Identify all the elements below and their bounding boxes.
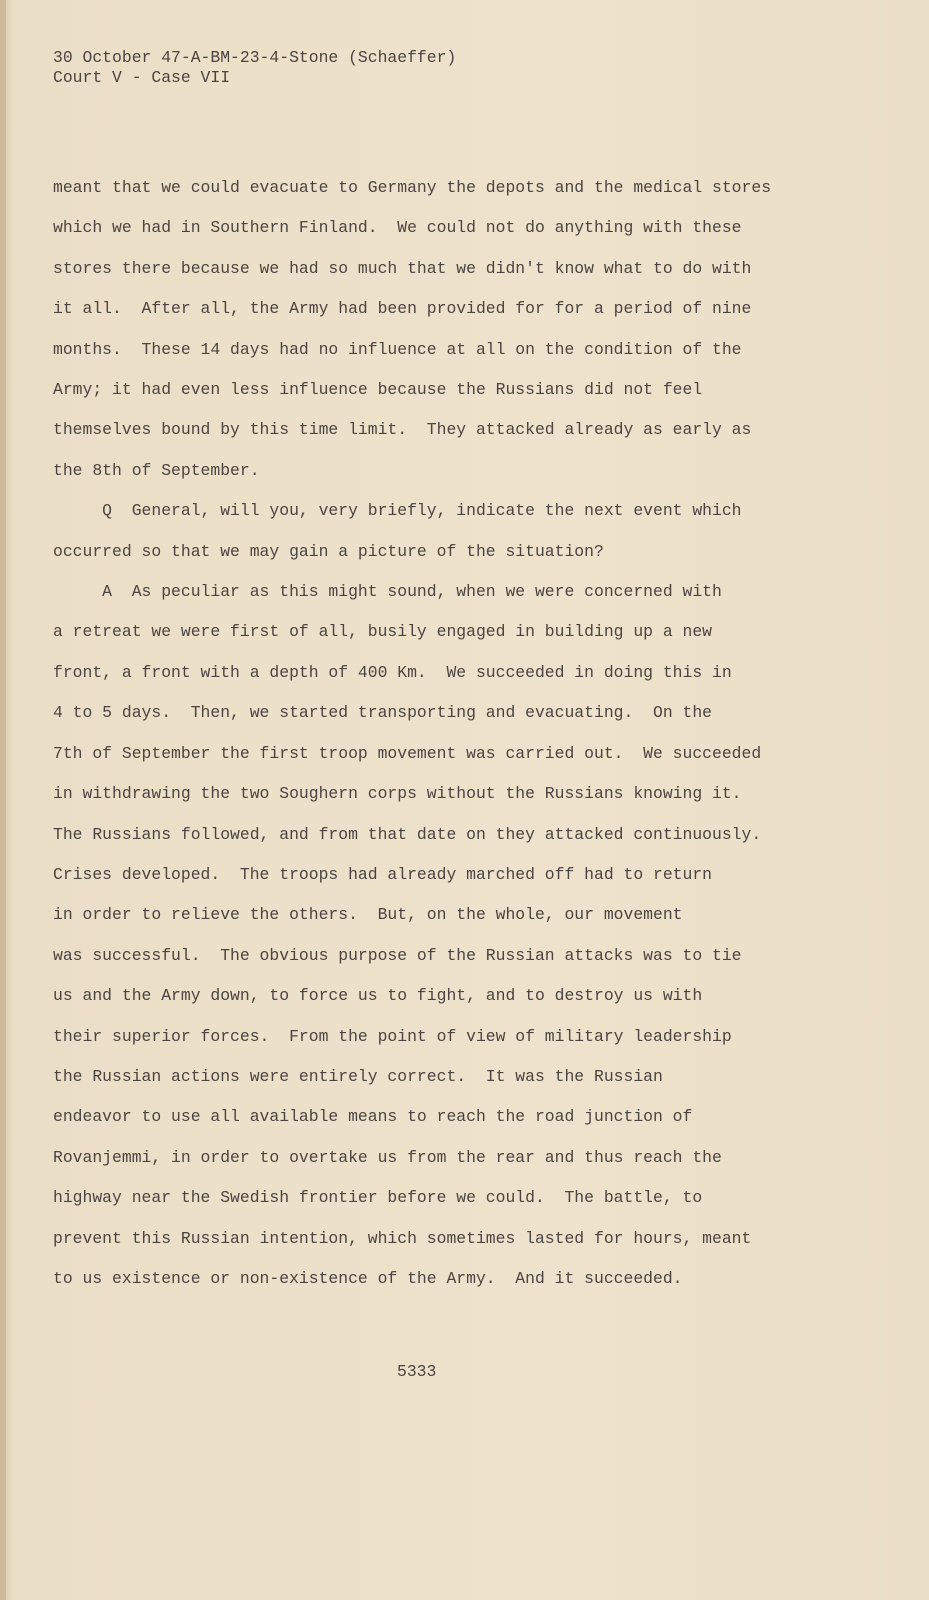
text-line: in order to relieve the others. But, on the whole, our movement bbox=[53, 905, 683, 925]
text-line: Army; it had even less influence because the Russians did not feel bbox=[53, 380, 703, 400]
text-line: 4 to 5 days. Then, we started transporting and evacuating. On the bbox=[53, 703, 713, 723]
text-line: occurred so that we may gain a picture of the situation? bbox=[53, 541, 604, 561]
header-line-2: Court V - Case VII bbox=[53, 68, 231, 87]
text-line: a retreat we were first of all, busily engaged in building up a new bbox=[53, 622, 713, 642]
text-line: months. These 14 days had no influence at all on the condition of the bbox=[53, 339, 742, 359]
text-line: was successful. The obvious purpose of the Russian attacks was to tie bbox=[53, 945, 742, 965]
text-line: their superior forces. From the point of view of military leadership bbox=[53, 1026, 732, 1046]
text-line: Crises developed. The troops had already marched off had to return bbox=[53, 864, 713, 884]
text-line: endeavor to use all available means to reach the road junction of bbox=[53, 1107, 693, 1127]
document-header bbox=[53, 48, 456, 88]
text-line: to us existence or non-existence of the Army. And it succeeded. bbox=[53, 1268, 683, 1288]
page-number: 5333 bbox=[397, 1362, 437, 1381]
text-line: in withdrawing the two Soughern corps without the Russians knowing it. bbox=[53, 784, 742, 804]
document-body bbox=[53, 168, 771, 1299]
text-line: 7th of September the first troop movement was carried out. We succeeded bbox=[53, 743, 762, 763]
text-line: it all. After all, the Army had been provided for for a period of nine bbox=[53, 299, 752, 319]
text-line: us and the Army down, to force us to fight, and to destroy us with bbox=[53, 986, 703, 1006]
header-line-1: 30 October 47-A-BM-23-4-Stone (Schaeffer) bbox=[53, 48, 457, 67]
text-line: the Russian actions were entirely correct. It was the Russian bbox=[53, 1066, 663, 1086]
text-line: prevent this Russian intention, which sometimes lasted for hours, meant bbox=[53, 1228, 752, 1248]
page-edge bbox=[0, 0, 6, 1600]
text-line: front, a front with a depth of 400 Km. We succeeded in doing this in bbox=[53, 662, 732, 682]
text-line: A As peculiar as this might sound, when we were concerned with bbox=[53, 582, 722, 602]
text-line: themselves bound by this time limit. They attacked already as early as bbox=[53, 420, 752, 440]
text-line: meant that we could evacuate to Germany the depots and the medical stores bbox=[53, 178, 772, 197]
text-line: the 8th of September. bbox=[53, 460, 260, 480]
text-line: The Russians followed, and from that date on they attacked continuously. bbox=[53, 824, 762, 844]
text-line: which we had in Southern Finland. We could not do anything with these bbox=[53, 218, 742, 238]
text-line: highway near the Swedish frontier before we could. The battle, to bbox=[53, 1188, 703, 1208]
text-line: Q General, will you, very briefly, indicate the next event which bbox=[53, 501, 742, 521]
text-line: stores there because we had so much that we didn't know what to do with bbox=[53, 258, 752, 278]
text-line: Rovanjemmi, in order to overtake us from the rear and thus reach the bbox=[53, 1147, 722, 1167]
